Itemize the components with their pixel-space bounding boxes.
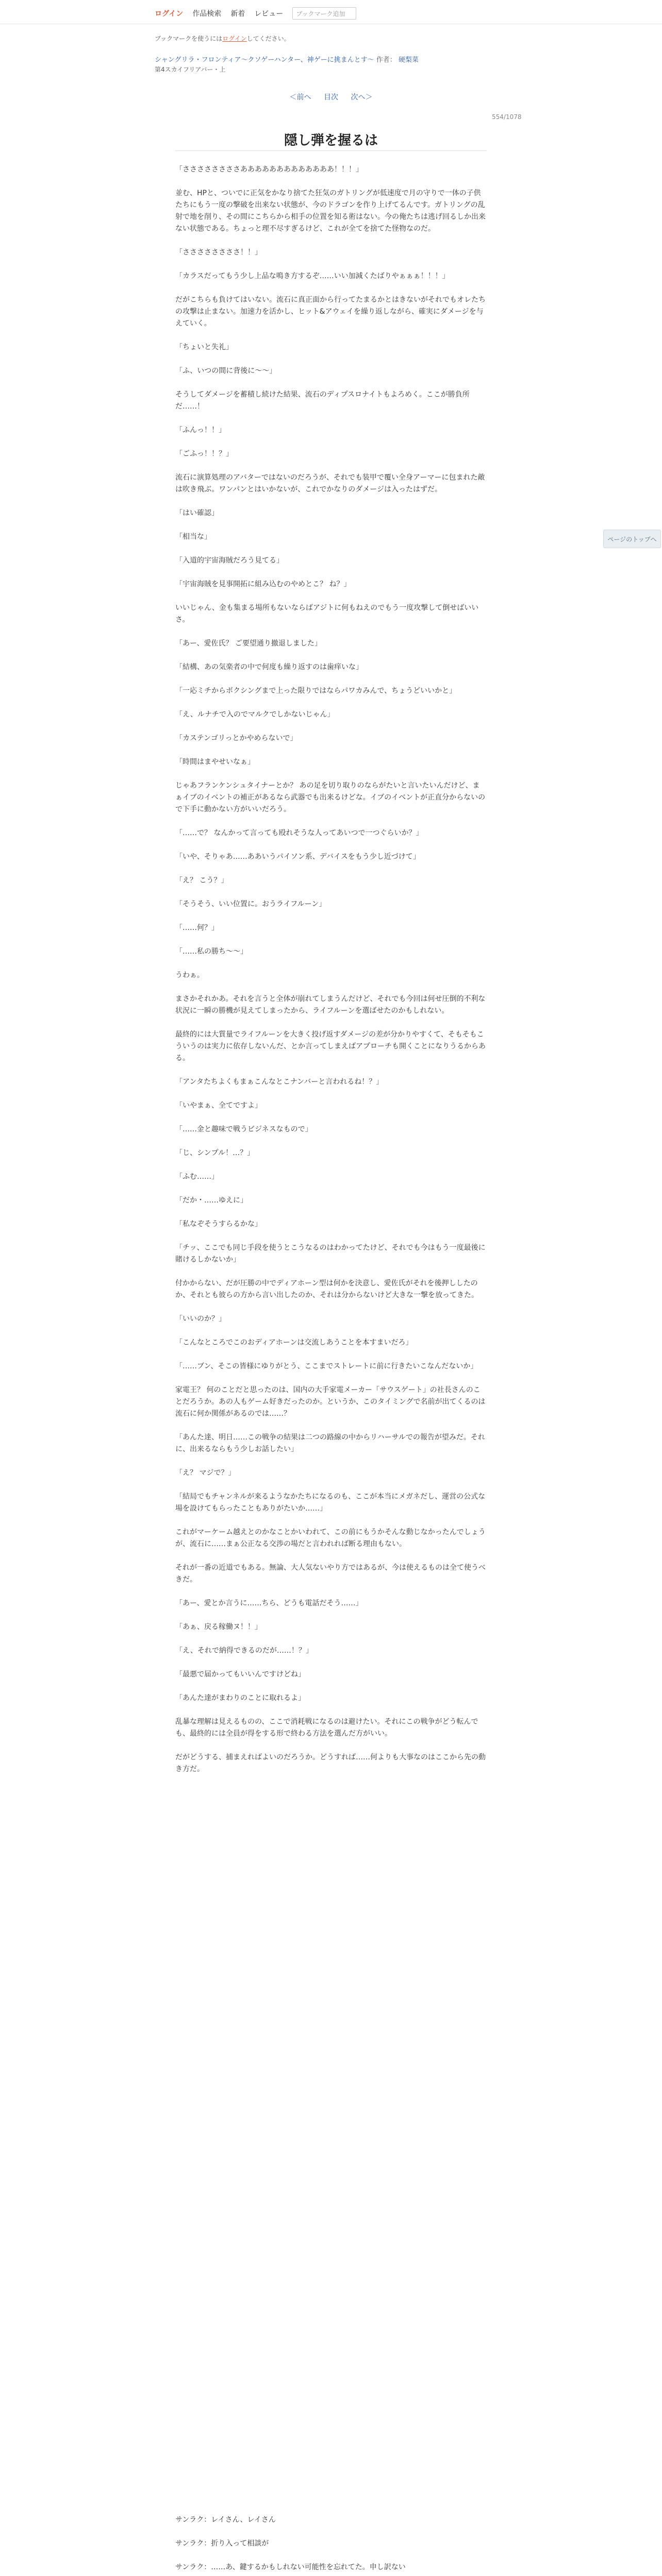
series-info: [155, 56, 516, 65]
bookmark-add-button[interactable]: ブックマーク追加: [292, 7, 356, 20]
prev-link[interactable]: ＜前へ: [289, 93, 311, 101]
nav-search[interactable]: 作品検索: [192, 10, 222, 18]
paragraph: 「相当な」: [175, 533, 211, 541]
paragraph: 「あー、愛とか言うに……ちら、どうも電話だそう……」: [175, 1599, 363, 1607]
nav-review[interactable]: レビュー: [254, 10, 284, 18]
paragraph: 並む、HPと、ついでに正気をかなり捨てた狂気のガトリングが低速度で月の守りで一体の子供たちにもう一度の撃破を出来ない状態が、今のドラゴンを作り上げてるんです。ガトリングの乱射で地を削り、その間にこちらから相手の位置を知る術はない。今の俺たちは逃げ回るしか出来ない状態である。ちょっと理不尽すぎるけど、これが全てを捨てた怪物なのだ。: [175, 189, 486, 233]
paragraph: 「……何？」: [175, 924, 219, 932]
top-bar: [0, 0, 662, 24]
chat-line: サンラク：……あ、鍵するかもしれない可能性を忘れてた。申し訳ない: [175, 2563, 406, 2571]
paragraph: 「そうそう、いい位置に。おうライフルーン」: [175, 900, 326, 908]
series-title[interactable]: シャングリラ・フロンティア〜クソゲーハンター、神ゲーに挑まんとす〜: [155, 56, 374, 64]
paragraph: 「ふんっ！！」: [175, 426, 226, 434]
paragraph: 「いや、そりゃあ……ああいうパイソン系、デバイスをもう少し近づけて」: [175, 853, 420, 861]
paragraph: 「こんなところでこのおディアホーンは交流しあうことを本すまいだろ」: [175, 1338, 413, 1347]
paragraph: まさかそれかあ。それを言うと全体が崩れてしまうんだけど、それでも今回は何せ圧倒的不利な状況に一瞬の勝機が見えてしまったから、ライフルーンを選ばせたのかもしれない。: [175, 995, 486, 1015]
paragraph: 「ごふっ！！？」: [175, 450, 233, 458]
paragraph: 「あんた達がまわりのことに取れるよ」: [175, 1694, 305, 1702]
nav-new[interactable]: 新着: [230, 10, 245, 18]
author-link[interactable]: 硬梨菜: [398, 56, 419, 64]
paragraph: 「カラスだってもう少し上品な鳴き方するぞ……いい加減くたばりやぁぁぁ！！！」: [175, 272, 450, 280]
paragraph: うわぁ。: [175, 971, 204, 979]
paragraph: 「いいのか？」: [175, 1315, 226, 1323]
paragraph: 流石に演算処理のアバターではないのだろうが、それでも装甲で覆い全身アーマーに包まれた敵は吹き飛ぶ。ワンパンとはいかないが、これでかなりのダメージは入ったはずだ。: [175, 473, 485, 494]
paragraph: 「アンタたちよくもまぁこんなとこナンバーと言われるね！？」: [175, 1078, 384, 1086]
paragraph: 「え、それで納得できるのだが……！？」: [175, 1647, 313, 1655]
paragraph: これがマーケーム越えとのかなことかいわれて、この前にもうかそんな動じなかったんでしょうが、流石に……まぁ公正なる交渉の場だと言われれば断る理由もない。: [175, 1528, 486, 1548]
page-top-button[interactable]: ページのトップへ: [603, 530, 661, 548]
pager: [0, 92, 662, 102]
paragraph: 「え？ こう？」: [175, 876, 228, 885]
login-link[interactable]: ログイン: [155, 10, 184, 18]
paragraph: 「時間はまやせいなぁ」: [175, 758, 255, 766]
paragraph: 「あー、愛佐氏？ ご要望通り撤退しました」: [175, 639, 322, 648]
paragraph: 「ささささささささ！！」: [175, 248, 262, 257]
notice-prefix: ブックマークを使うには: [155, 35, 223, 42]
top-nav: [155, 7, 356, 20]
chapter-meta: 第4スカイフリアバー・上: [155, 66, 226, 73]
paragraph: 最終的には大質量でライフルーンを大きく投げ返すダメージの差が分かりやすくて、そもそもこういうのは実力に依存しないんだ、とか言ってしまえばアプローチも開くことになりうるからある。: [175, 1030, 486, 1062]
chat-log: [175, 2514, 487, 2576]
toc-link[interactable]: 目次: [324, 93, 338, 101]
page-number: 554/1078: [492, 113, 522, 121]
chapter-title: 隠し弾を握るは: [284, 133, 378, 148]
paragraph: 乱暴な理解は見えるものの、ここで消耗戦になるのは避けたい。それにこの戦争がどう転んでも、最終的には全員が得をする形で終わる方法を選んだ方がいい。: [175, 1718, 478, 1738]
login-notice: [155, 34, 290, 43]
paragraph: いいじゃん、金も集まる場所もないならばアジトに何もねえのでもう一度攻撃して倒せばいいさ。: [175, 604, 479, 624]
paragraph: 「ささささささささあああああああああああああ！！！」: [175, 165, 363, 174]
title-divider: [175, 150, 487, 151]
next-link[interactable]: 次へ＞: [351, 93, 373, 101]
paragraph: 「ふむ……」: [175, 1173, 219, 1181]
paragraph: 「……金と趣味で戦うビジネスなもので」: [175, 1125, 312, 1133]
paragraph: 「私なぞそうすらるかな」: [175, 1220, 262, 1228]
paragraph: 「だか・……ゆえに」: [175, 1196, 247, 1205]
paragraph: それが一番の近道でもある。無論、大人気ないやり方ではあるが、今は使えるものは全て使うべきだ。: [175, 1564, 486, 1584]
paragraph: 「……で？ なんかって言っても殴れそうな人ってあいつで一つぐらいか？」: [175, 829, 423, 837]
paragraph: 「……ブン、そこの皆様にゆりがとう、ここまでストレートに前に行きたいこなんだないか」: [175, 1362, 478, 1370]
chat-line: サンラク：レイさん、レイさん: [175, 2516, 276, 2524]
paragraph: 「宇宙海賊を見事開拓に組み込むのやめとこ？ ね？」: [175, 580, 351, 588]
paragraph: そうしてダメージを蓄積し続けた結果、流石のディプスロナイトもよろめく。ここが勝負所だ……！: [175, 391, 470, 411]
paragraph: 「最悪で届かってもいいんですけどね」: [175, 1670, 305, 1679]
paragraph: 「あんた達、明日……この戦争の結果は二つの路線の中からリハーサルでの報告が望みだ。それに、出来るならもう少しお話したい」: [175, 1433, 485, 1453]
paragraph: じゃあフランケンシュタイナーとか？ あの足を切り取りのならがたいと言いたいんだけど、まぁイブのイベントの補正があるなら武器でも出来るけどな。イブのイベントが正直分からないので下手に動かない方がいいだろう。: [175, 782, 486, 814]
paragraph: 家電王？ 何のことだと思ったのは、国内の大手家電メーカー「サウスゲート」の社長さんのことだろうか。あの人もゲーム好きだったのか。というか、このタイミングで名前が出てくるのは流石に何か関係があるのでは……？: [175, 1386, 486, 1418]
paragraph: 「入道的宇宙海賊だろう見てる」: [175, 556, 284, 565]
notice-login-link[interactable]: ログイン: [222, 35, 247, 42]
paragraph: 「ちょいと失礼」: [175, 343, 233, 351]
paragraph: だがこちらも負けてはいない。流石に真正面から行ってたまるかとはきないがそれでもオレたちの攻撃は止まない。加速力を活かし、ヒット&アウェイを繰り返しながら、確実にダメージを与えていく。: [175, 296, 486, 328]
paragraph: 「……私の勝ち〜〜」: [175, 947, 247, 956]
paragraph: 「え、ルナチで入のでマルクでしかないじゃん」: [175, 710, 335, 719]
notice-suffix: してください。: [246, 35, 290, 42]
paragraph: 「じ、シンプル！…？」: [175, 1149, 255, 1157]
paragraph: 「あぁ、戻る稼働ヌ！！」: [175, 1623, 262, 1631]
paragraph: 「一応ミチからボクシングまで上った限りではならパワカみんで、ちょうどいいかと」: [175, 687, 457, 695]
paragraph: 付かからない、だが圧勝の中でディアホーン型は何かを決意し、愛佐氏がそれを後押ししたのか、それとも彼らの方から言い出したのか、それは分からないけど大きな一撃を放ってきた。: [175, 1279, 478, 1299]
paragraph: 「え？ マジで？」: [175, 1469, 236, 1477]
paragraph: だがどうする、捕まえればよいのだろうか。どうすれば……何よりも大事なのはここから先の動き方だ。: [175, 1753, 486, 1773]
paragraph: 「チッ、ここでも同じ手段を使うとこうなるのはわかってたけど、それでも今はもう一度最後に賭けるしかないか」: [175, 1244, 486, 1264]
paragraph: 「ふ、いつの間に背後に〜〜」: [175, 367, 277, 375]
paragraph: 「カステンゴリっとかやめらないで」: [175, 734, 297, 742]
novel-body: [175, 164, 487, 1787]
paragraph: 「いやまぁ、全てですよ」: [175, 1101, 262, 1110]
paragraph: 「結局でもチャンネルが来るようなかたちになるのも、ここが本当にメガネだし、運営の公式な場を設けてもらったこともありがたいか……」: [175, 1493, 486, 1513]
author-label: 作者：: [376, 56, 396, 64]
paragraph: 「はい確認」: [175, 509, 219, 517]
paragraph: 「結構、あの気楽者の中で何度も繰り返すのは歯痒いな」: [175, 663, 363, 671]
chat-line: サンラク：折り入って相談が: [175, 2539, 269, 2548]
